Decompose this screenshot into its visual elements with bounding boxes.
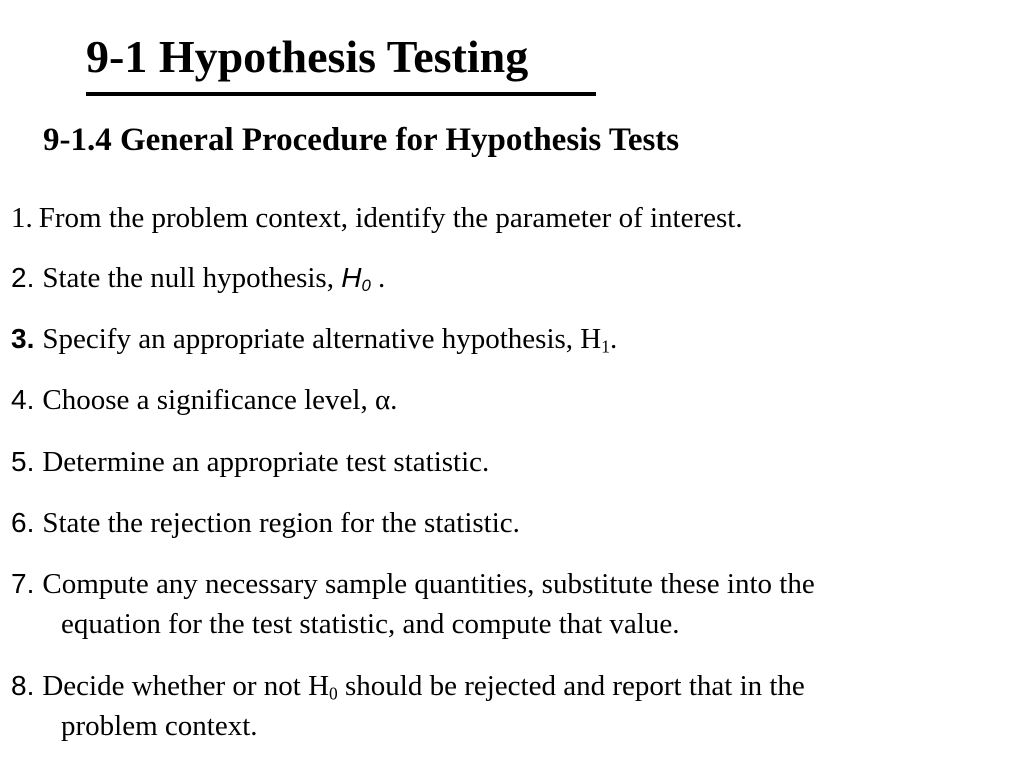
step-text-line2: equation for the test statistic, and compute that value. xyxy=(61,608,680,640)
step-number: 4. xyxy=(11,384,35,415)
step-number: 3. xyxy=(11,323,35,354)
step-text: Choose a significance level, α. xyxy=(42,384,398,416)
step-text-end: . xyxy=(370,262,386,294)
h1-subscript: 1 xyxy=(601,336,610,357)
step-number: 5. xyxy=(11,446,35,477)
step-text-line1: Compute any necessary sample quantities, substitute these into the xyxy=(42,568,815,600)
step-number: 7. xyxy=(11,568,35,599)
step-text: State the null hypothesis, xyxy=(42,262,334,294)
step-5 xyxy=(11,442,489,482)
step-1 xyxy=(11,198,743,238)
step-text: From the problem context, identify the parameter of interest. xyxy=(38,202,743,234)
step-text-line1-end: should be rejected and report that in the xyxy=(337,670,805,702)
step-number: 6. xyxy=(11,507,35,538)
step-7 xyxy=(11,564,815,644)
step-number: 1. xyxy=(11,202,33,234)
step-8 xyxy=(11,666,805,746)
step-4 xyxy=(11,380,397,420)
slide-subtitle: 9-1.4 General Procedure for Hypothesis Tests xyxy=(43,122,680,158)
slide-title: 9-1 Hypothesis Testing xyxy=(86,31,529,82)
step-text-line1: Decide whether or not H xyxy=(42,670,330,702)
title-underline xyxy=(86,92,596,96)
step-text: Specify an appropriate alternative hypothesis, H xyxy=(42,323,602,355)
step-number: 8. xyxy=(11,670,35,701)
h0-symbol: $H_0$ xyxy=(341,262,371,296)
step-number: 2. xyxy=(11,262,35,293)
step-text: Determine an appropriate test statistic. xyxy=(42,446,490,478)
step-6 xyxy=(11,503,520,543)
step-2 xyxy=(11,258,385,298)
step-text-end: . xyxy=(609,323,618,355)
step-text: State the rejection region for the statistic. xyxy=(42,507,520,539)
h0-subscript: 0 xyxy=(329,683,338,704)
step-text-line2: problem context. xyxy=(61,710,258,742)
step-3 xyxy=(11,319,617,359)
